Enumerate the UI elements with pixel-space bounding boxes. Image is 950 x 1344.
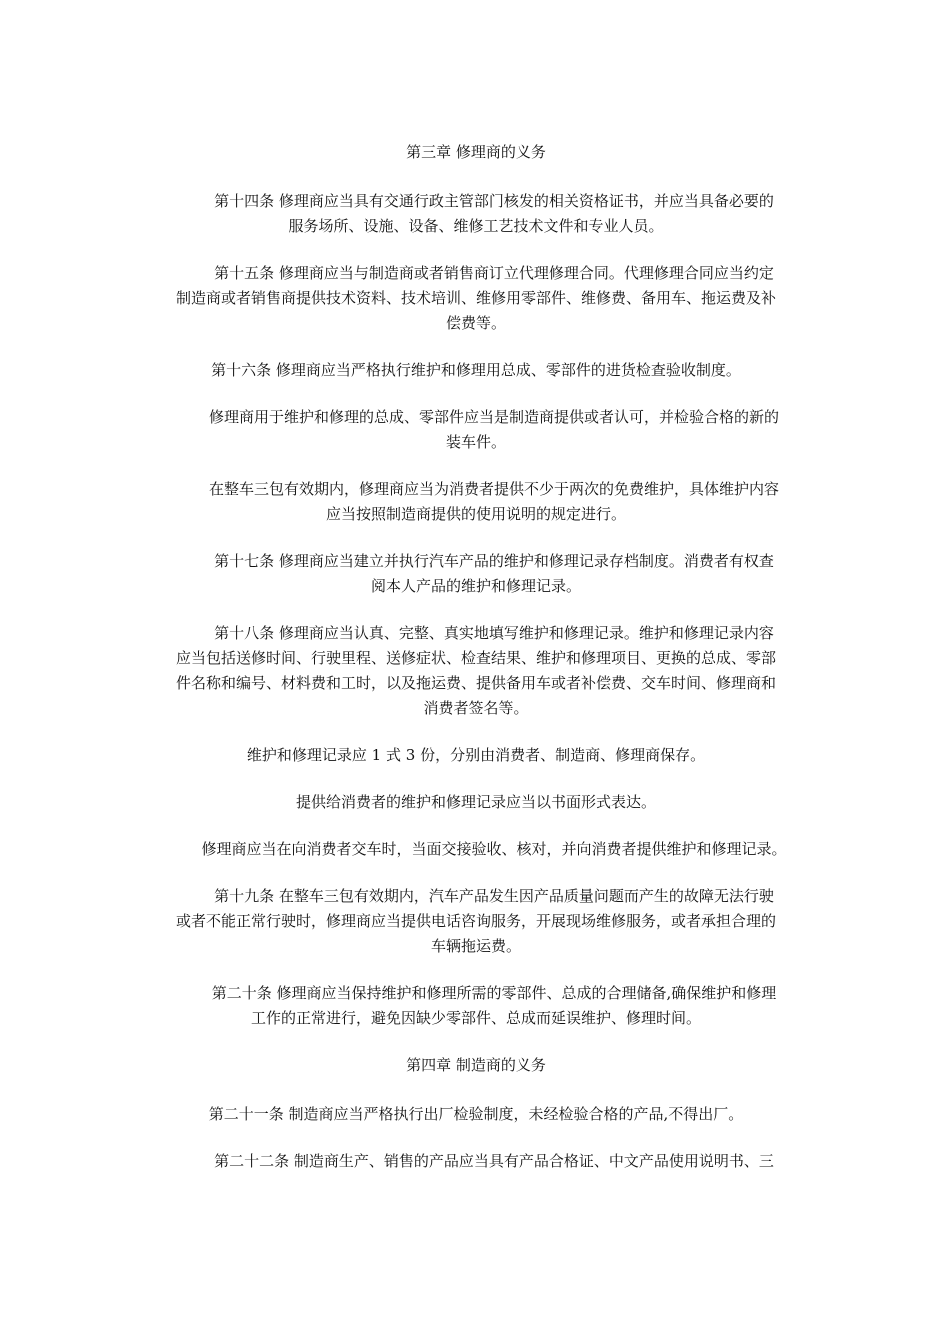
article-22: 第二十二条 制造商生产、销售的产品应当具有产品合格证、中文产品使用说明书、三 [214, 1152, 774, 1170]
article-21: 第二十一条 制造商应当严格执行出厂检验制度，未经检验合格的产品,不得出厂。 [208, 1105, 744, 1123]
article-16: 第十六条 修理商应当严格执行维护和修理用总成、零部件的进货检查验收制度。 [211, 361, 741, 379]
document-page [144, 140, 808, 1196]
article-16-paragraph-3: 在整车三包有效期内，修理商应当为消费者提供不少于两次的免费维护，具体维护内容 应当按照制造商提供的使用说明的规定进行。 [208, 480, 779, 523]
article-17: 第十七条 修理商应当建立并执行汽车产品的维护和修理记录存档制度。消费者有权查 阅本人产品的维护和修理记录。 [214, 552, 774, 595]
article-14: 第十四条 修理商应当具有交通行政主管部门核发的相关资格证书，并应当具备必要的 服务场所、设施、设备、维修工艺技术文件和专业人员。 [214, 192, 774, 235]
article-19: 第十九条 在整车三包有效期内，汽车产品发生因产品质量问题而产生的故障无法行驶 或者不能正常行驶时，修理商应当提供电话咨询服务，开展现场维修服务，或者承担合理的 车辆拖运费。 [175, 887, 776, 955]
article-15: 第十五条 修理商应当与制造商或者销售商订立代理修理合同。代理修理合同应当约定 制造商或者销售商提供技术资料、技术培训、维修用零部件、维修费、备用车、拖运费及补 偿费等。 [175, 264, 776, 332]
article-18-paragraph-3: 提供给消费者的维护和修理记录应当以书面形式表达。 [295, 793, 656, 811]
article-18: 第十八条 修理商应当认真、完整、真实地填写维护和修理记录。维护和修理记录内容 应当包括送修时间、行驶里程、送修症状、检查结果、维护和修理项目、更换的总成、零部 件名称和编号、材料费和工时，以及拖运费、提供备用车或者补偿费、交车时间、修理商和 消费者签名等。 [175, 624, 776, 717]
article-16-paragraph-2: 修理商用于维护和修理的总成、零部件应当是制造商提供或者认可，并检验合格的新的 装车件。 [208, 408, 779, 451]
article-20: 第二十条 修理商应当保持维护和修理所需的零部件、总成的合理储备,确保维护和修理 工作的正常进行，避免因缺少零部件、总成而延误维护、修理时间。 [211, 984, 777, 1027]
article-18-paragraph-4: 修理商应当在向消费者交车时，当面交接验收、核对，并向消费者提供维护和修理记录。 [201, 840, 787, 858]
chapter-4-title: 第四章 制造商的义务 [406, 1056, 546, 1074]
article-18-paragraph-2: 维护和修理记录应 1 式 3 份，分别由消费者、制造商、修理商保存。 [246, 746, 706, 764]
chapter-3-title: 第三章 修理商的义务 [406, 143, 546, 161]
